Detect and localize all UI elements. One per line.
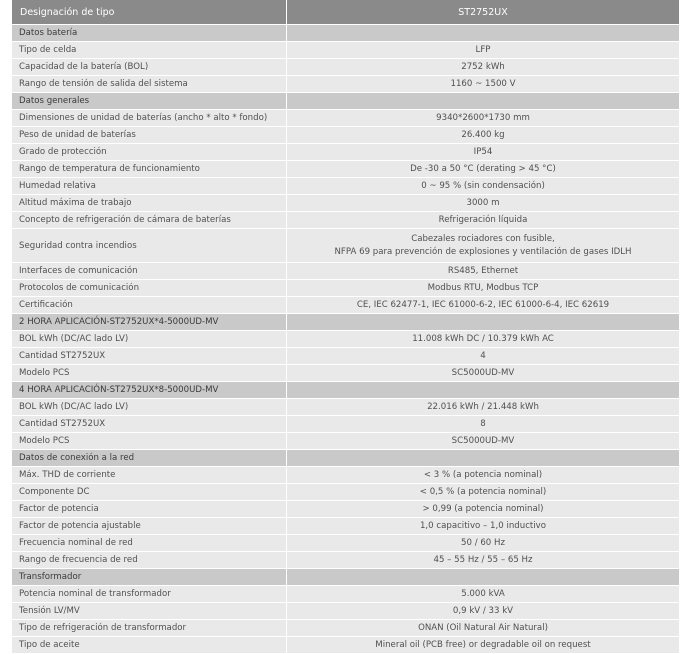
table-row	[12, 348, 679, 365]
spec-value: 26.400 kg	[461, 130, 505, 140]
table-row	[12, 110, 679, 127]
spec-value: 22.016 kWh / 21.448 kWh	[427, 402, 539, 412]
spec-value: 5.000 kVA	[461, 589, 505, 599]
spec-value: 1,0 capacitivo – 1,0 inductivo	[419, 521, 547, 531]
section-title: Datos batería	[12, 25, 287, 41]
spec-label: Factor de potencia	[12, 501, 287, 517]
table-row	[12, 42, 679, 59]
header-label: Designación de tipo	[12, 0, 287, 24]
table-body	[12, 25, 679, 654]
spec-value: Refrigeración líquida	[438, 215, 528, 225]
spec-label: Tensión LV/MV	[12, 603, 287, 619]
spec-label: Dimensiones de unidad de baterías (ancho * alto * fondo)	[12, 110, 287, 126]
spec-label: Capacidad de la batería (BOL)	[12, 59, 287, 75]
spec-value: > 0,99 (a potencia nominal)	[422, 504, 544, 514]
spec-label: Certificación	[12, 297, 287, 313]
spec-label: BOL kWh (DC/AC lado LV)	[12, 331, 287, 347]
section-title: Transformador	[12, 569, 287, 585]
spec-label: Altitud máxima de trabajo	[12, 195, 287, 211]
spec-value: ONAN (Oil Natural Air Natural)	[418, 623, 548, 633]
section-header-row	[12, 450, 679, 467]
spec-value: 3000 m	[466, 198, 500, 208]
table-row	[12, 59, 679, 76]
spec-label: Rango de tensión de salida del sistema	[12, 76, 287, 92]
spec-value: 0 ~ 95 % (sin condensación)	[421, 181, 545, 191]
spec-value: SC5000UD-MV	[451, 436, 515, 446]
table-row	[12, 501, 679, 518]
spec-value: CE, IEC 62477-1, IEC 61000-6-2, IEC 61000-6-4, IEC 62619	[356, 300, 610, 310]
spec-label: Seguridad contra incendios	[12, 229, 287, 262]
table-row	[12, 620, 679, 637]
spec-label: Peso de unidad de baterías	[12, 127, 287, 143]
table-row	[12, 535, 679, 552]
section-title: 4 HORA APLICACIÓN-ST2752UX*8-5000UD-MV	[12, 382, 287, 398]
spec-value-line-1: Cabezales rociadores con fusible,	[411, 233, 555, 244]
spec-value: Modbus RTU, Modbus TCP	[427, 283, 539, 293]
spec-label: Cantidad ST2752UX	[12, 348, 287, 364]
spec-value: RS485, Ethernet	[447, 266, 519, 276]
table-row	[12, 161, 679, 178]
spec-value: SC5000UD-MV	[451, 368, 515, 378]
spec-value-line-2: NFPA 69 para prevención de explosiones y ventilación de gases IDLH	[334, 246, 632, 257]
section-title: Datos generales	[12, 93, 287, 109]
spec-label: Tipo de aceite	[12, 637, 287, 653]
table-row	[12, 365, 679, 382]
spec-label: Factor de potencia ajustable	[12, 518, 287, 534]
table-row	[12, 331, 679, 348]
spec-table	[12, 0, 679, 654]
section-title: Datos de conexión a la red	[12, 450, 287, 466]
spec-value: 2752 kWh	[461, 62, 505, 72]
table-row	[12, 603, 679, 620]
spec-label: Potencia nominal de transformador	[12, 586, 287, 602]
spec-value: 50 / 60 Hz	[461, 538, 505, 548]
header-model: ST2752UX	[458, 6, 508, 18]
spec-value: 11.008 kWh DC / 10.379 kWh AC	[412, 334, 554, 344]
spec-label: Tipo de celda	[12, 42, 287, 58]
table-row	[12, 212, 679, 229]
spec-value	[287, 229, 679, 262]
table-row	[12, 297, 679, 314]
spec-label: Tipo de refrigeración de transformador	[12, 620, 287, 636]
spec-value	[287, 569, 679, 585]
section-header-row	[12, 569, 679, 586]
spec-value: < 3 % (a potencia nominal)	[423, 470, 543, 480]
spec-label: Concepto de refrigeración de cámara de baterías	[12, 212, 287, 228]
spec-value: De -30 a 50 °C (derating > 45 °C)	[410, 164, 556, 174]
section-header-row	[12, 382, 679, 399]
spec-value: 8	[480, 419, 486, 429]
table-row	[12, 127, 679, 144]
spec-value: LFP	[475, 45, 491, 55]
section-header-row	[12, 314, 679, 331]
spec-label: Rango de frecuencia de red	[12, 552, 287, 568]
spec-label: Modelo PCS	[12, 433, 287, 449]
spec-label: Frecuencia nominal de red	[12, 535, 287, 551]
spec-value: 0,9 kV / 33 kV	[452, 606, 514, 616]
table-row	[12, 229, 679, 263]
spec-value	[287, 93, 679, 109]
table-row	[12, 76, 679, 93]
section-title: 2 HORA APLICACIÓN-ST2752UX*4-5000UD-MV	[12, 314, 287, 330]
table-row	[12, 433, 679, 450]
spec-value: 4	[480, 351, 486, 361]
spec-label: Grado de protección	[12, 144, 287, 160]
spec-value	[287, 382, 679, 398]
table-row	[12, 195, 679, 212]
spec-label: Protocolos de comunicación	[12, 280, 287, 296]
spec-value: Mineral oil (PCB free) or degradable oil on request	[375, 640, 591, 650]
table-row	[12, 518, 679, 535]
table-row	[12, 144, 679, 161]
spec-label: Cantidad ST2752UX	[12, 416, 287, 432]
table-row	[12, 399, 679, 416]
table-row	[12, 263, 679, 280]
spec-value: 1160 ~ 1500 V	[450, 79, 516, 89]
table-row	[12, 416, 679, 433]
table-row	[12, 280, 679, 297]
spec-value: 45 – 55 Hz / 55 – 65 Hz	[433, 555, 533, 565]
spec-label: Modelo PCS	[12, 365, 287, 381]
spec-value: IP54	[473, 147, 493, 157]
table-row	[12, 467, 679, 484]
spec-label: Humedad relativa	[12, 178, 287, 194]
spec-value	[287, 25, 679, 41]
section-header-row	[12, 93, 679, 110]
table-header	[12, 0, 679, 25]
spec-label: Componente DC	[12, 484, 287, 500]
spec-label: BOL kWh (DC/AC lado LV)	[12, 399, 287, 415]
table-row	[12, 178, 679, 195]
spec-label: Interfaces de comunicación	[12, 263, 287, 279]
table-row	[12, 552, 679, 569]
spec-value	[287, 450, 679, 466]
spec-label: Máx. THD de corriente	[12, 467, 287, 483]
section-header-row	[12, 25, 679, 42]
spec-value	[287, 314, 679, 330]
table-row	[12, 586, 679, 603]
spec-value: 9340*2600*1730 mm	[436, 113, 530, 123]
spec-value: < 0,5 % (a potencia nominal)	[419, 487, 547, 497]
table-row	[12, 484, 679, 501]
spec-label: Rango de temperatura de funcionamiento	[12, 161, 287, 177]
